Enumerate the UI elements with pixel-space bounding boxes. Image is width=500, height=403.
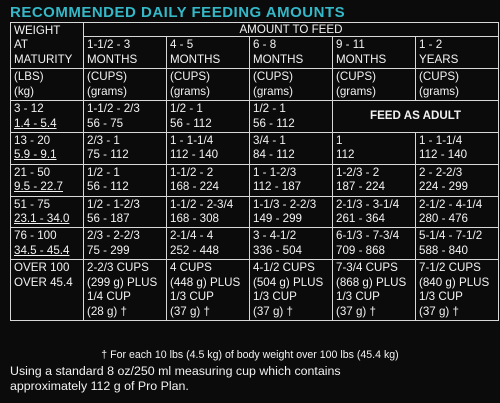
age-header: 1 - 2 YEARS: [416, 37, 499, 69]
amount-cell: 7-1/2 CUPS (840 g) PLUS 1/3 CUP (37 g) †: [416, 260, 499, 321]
table-row: [11, 101, 499, 133]
header-row-1: [11, 23, 499, 37]
amount-cell: 2-1/4 - 4 252 - 448: [167, 228, 250, 260]
amount-cell: 1/2 - 1-2/3 56 - 187: [84, 196, 167, 228]
weight-cell: 76 - 100 34.5 - 45.4: [11, 228, 84, 260]
table-row: [11, 133, 499, 165]
amount-cell: 2-1/2 - 4-1/4 280 - 476: [416, 196, 499, 228]
feeding-table: [10, 22, 499, 321]
table-row: [11, 196, 499, 228]
amount-cell: 2/3 - 2-2/3 75 - 299: [84, 228, 167, 260]
amount-cell: 6-1/3 - 7-3/4 709 - 868: [333, 228, 416, 260]
age-header: 6 - 8 MONTHS: [250, 37, 333, 69]
amount-cell: 1-2/3 - 2 187 - 224: [333, 164, 416, 196]
weight-cell: 13 - 20 5.9 - 9.1: [11, 133, 84, 165]
amount-units: (CUPS) (grams): [167, 69, 250, 101]
table-row: [11, 164, 499, 196]
amount-cell: 3 - 4-1/2 336 - 504: [250, 228, 333, 260]
amount-cell: 1 112: [333, 133, 416, 165]
amount-cell: 4 CUPS (448 g) PLUS 1/3 CUP (37 g) †: [167, 260, 250, 321]
amount-cell: 1-1/2 - 2 168 - 224: [167, 164, 250, 196]
amount-units: (CUPS) (grams): [416, 69, 499, 101]
weight-header: WEIGHT AT MATURITY: [11, 23, 84, 69]
note-line: approximately 112 g of Pro Plan.: [10, 379, 189, 393]
weight-cell: 3 - 12 1.4 - 5.4: [11, 101, 84, 133]
amount-cell: 4-1/2 CUPS (504 g) PLUS 1/3 CUP (37 g) †: [250, 260, 333, 321]
age-header: 1-1/2 - 3 MONTHS: [84, 37, 167, 69]
weight-cell: OVER 100 OVER 45.4: [11, 260, 84, 321]
age-header: 9 - 11 MONTHS: [333, 37, 416, 69]
footnote: † For each 10 lbs (4.5 kg) of body weight over 100 lbs (45.4 kg): [101, 349, 399, 361]
age-header: 4 - 5 MONTHS: [167, 37, 250, 69]
amount-units: (CUPS) (grams): [333, 69, 416, 101]
feed-as-adult-cell: FEED AS ADULT: [333, 101, 499, 133]
amount-cell: 1/2 - 1 56 - 112: [84, 164, 167, 196]
weight-units: (LBS) (kg): [11, 69, 84, 101]
amount-cell: 7-3/4 CUPS (868 g) PLUS 1/3 CUP (37 g) †: [333, 260, 416, 321]
amount-to-feed-header: AMOUNT TO FEED: [84, 23, 499, 37]
amount-cell: 1 - 1-1/4 112 - 140: [167, 133, 250, 165]
measuring-note: [10, 364, 341, 394]
amount-units: (CUPS) (grams): [250, 69, 333, 101]
table-row: [11, 228, 499, 260]
amount-cell: 1/2 - 1 56 - 112: [250, 101, 333, 133]
amount-cell: 1/2 - 1 56 - 112: [167, 101, 250, 133]
amount-cell: 2/3 - 1 75 - 112: [84, 133, 167, 165]
amount-cell: 2-2/3 CUPS (299 g) PLUS 1/4 CUP (28 g) †: [84, 260, 167, 321]
weight-cell: 51 - 75 23.1 - 34.0: [11, 196, 84, 228]
amount-cell: 1 - 1-1/4 112 - 140: [416, 133, 499, 165]
page-title: RECOMMENDED DAILY FEEDING AMOUNTS: [10, 4, 346, 21]
amount-cell: 1-1/2 - 2-3/4 168 - 308: [167, 196, 250, 228]
amount-cell: 3/4 - 1 84 - 112: [250, 133, 333, 165]
header-row-2: [11, 37, 499, 69]
units-row: [11, 69, 499, 101]
amount-cell: 1-1/3 - 2-2/3 149 - 299: [250, 196, 333, 228]
amount-cell: 1 - 1-2/3 112 - 187: [250, 164, 333, 196]
amount-cell: 1-1/2 - 2/3 56 - 75: [84, 101, 167, 133]
amount-cell: 5-1/4 - 7-1/2 588 - 840: [416, 228, 499, 260]
weight-cell: 21 - 50 9.5 - 22.7: [11, 164, 84, 196]
amount-cell: 2 - 2-2/3 224 - 299: [416, 164, 499, 196]
amount-cell: 2-1/3 - 3-1/4 261 - 364: [333, 196, 416, 228]
amount-units: (CUPS) (grams): [84, 69, 167, 101]
table-row: [11, 260, 499, 321]
note-line: Using a standard 8 oz/250 ml measuring cup which contains: [10, 364, 341, 378]
